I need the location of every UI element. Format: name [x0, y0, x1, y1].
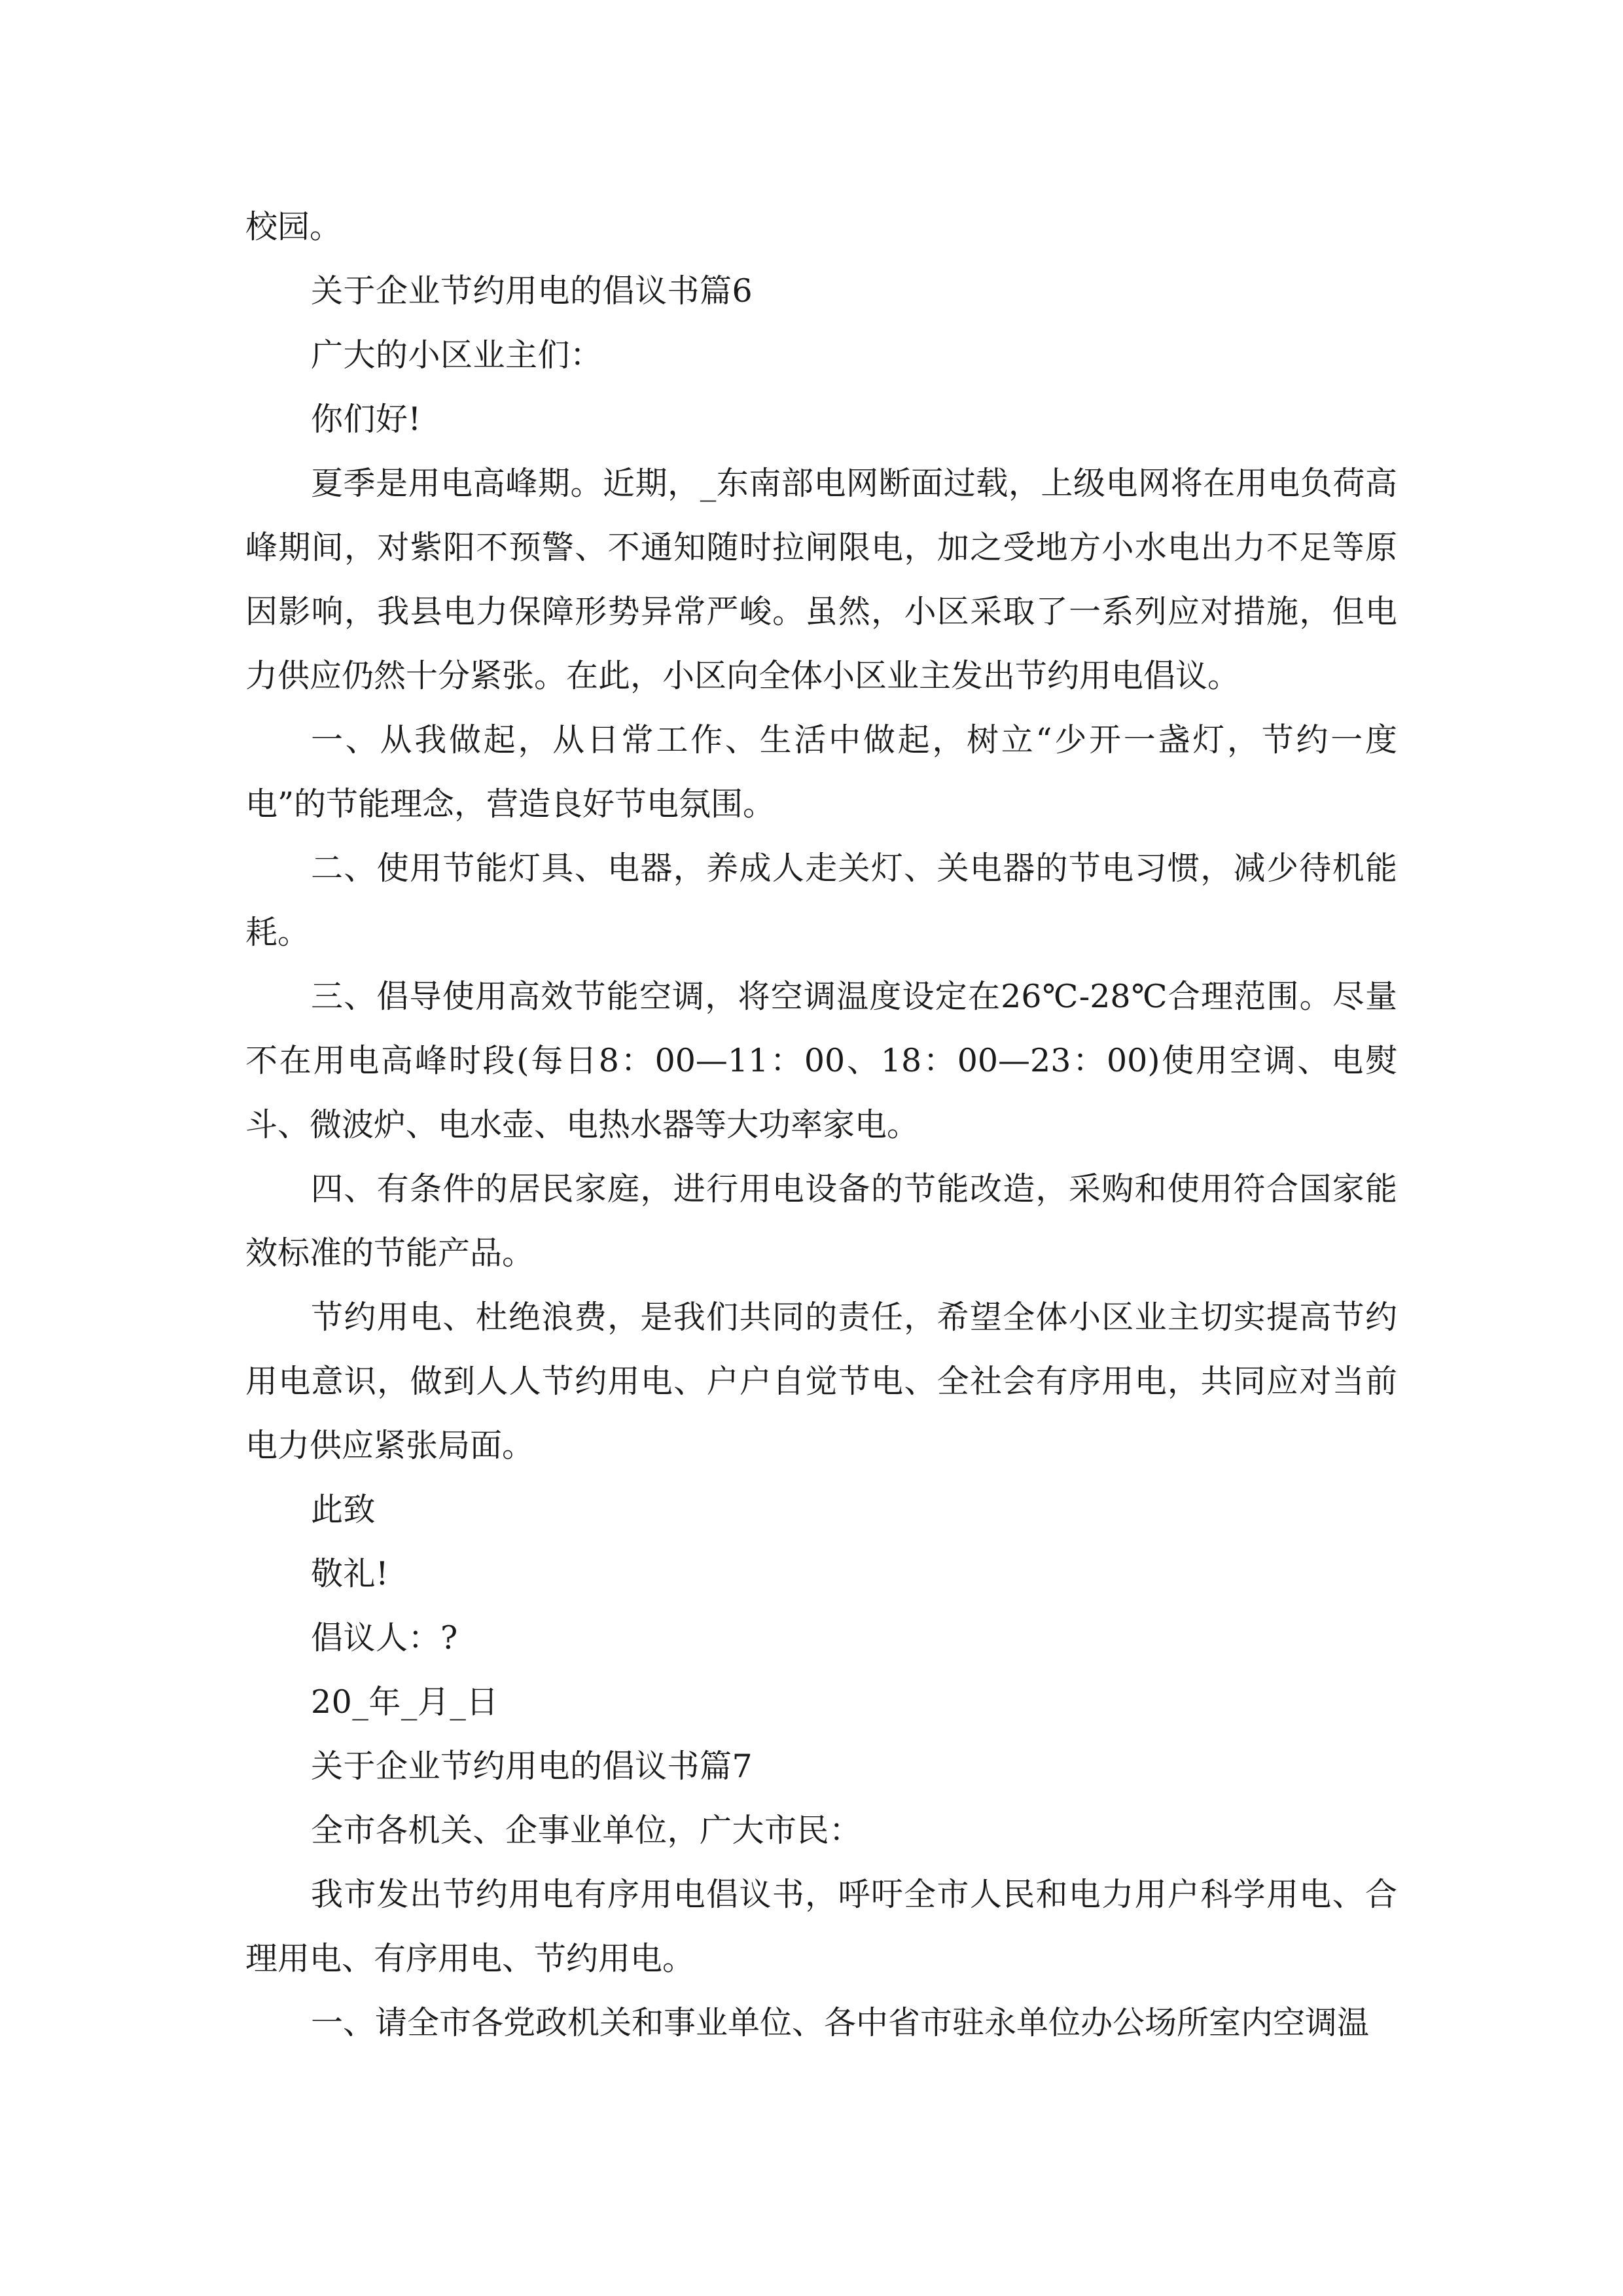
closing-phrase: 此致	[311, 1491, 376, 1528]
body-paragraph: 二、使用节能灯具、电器，养成人走关灯、关电器的节电习惯，减少待机能耗。	[245, 850, 1397, 951]
paragraph-continuation: 校园。	[245, 208, 342, 245]
body-paragraph: 我市发出节约用电有序用电倡议书，呼吁全市人民和电力用户科学用电、合理用电、有序用电、节约用电。	[245, 1876, 1397, 1977]
body-paragraph: 四、有条件的居民家庭，进行用电设备的节能改造，采购和使用符合国家能效标准的节能产品。	[245, 1170, 1397, 1272]
body-paragraph: 节约用电、杜绝浪费，是我们共同的责任，希望全体小区业主切实提高节约用电意识，做到人人节约用电、户户自觉节电、全社会有序用电，共同应对当前电力供应紧张局面。	[245, 1299, 1397, 1464]
date-line: 20_年_月_日	[311, 1683, 499, 1721]
body-paragraph: 一、从我做起，从日常工作、生活中做起，树立“少开一盏灯，节约一度电”的节能理念，营造良好节电氛围。	[245, 721, 1397, 823]
section-heading-6: 关于企业节约用电的倡议书篇6	[311, 272, 753, 310]
document-body	[245, 195, 1397, 2055]
section-heading-7: 关于企业节约用电的倡议书篇7	[311, 1748, 753, 1785]
body-paragraph: 夏季是用电高峰期。近期，_东南部电网断面过载，上级电网将在用电负荷高峰期间，对紫阳不预警、不通知随时拉闸限电，加之受地方小水电出力不足等原因影响，我县电力保障形势异常严峻。虽然，小区采取了一系列应对措施，但电力供应仍然十分紧张。在此，小区向全体小区业主发出节约用电倡议。	[245, 465, 1397, 694]
body-paragraph: 一、请全市各党政机关和事业单位、各中省市驻永单位办公场所室内空调温	[311, 2004, 1370, 2041]
salutation: 广大的小区业主们：	[311, 336, 603, 374]
body-paragraph: 三、倡导使用高效节能空调，将空调温度设定在26℃-28℃合理范围。尽量不在用电高峰时段(每日8：00—11：00、18：00—23：00)使用空调、电熨斗、微波炉、电水壶、电热水器等大功率家电。	[245, 978, 1397, 1143]
closing-salute: 敬礼!	[311, 1555, 389, 1592]
signatory: 倡议人：?	[311, 1619, 458, 1657]
greeting: 你们好!	[311, 401, 421, 438]
salutation: 全市各机关、企事业单位，广大市民：	[311, 1812, 862, 1849]
